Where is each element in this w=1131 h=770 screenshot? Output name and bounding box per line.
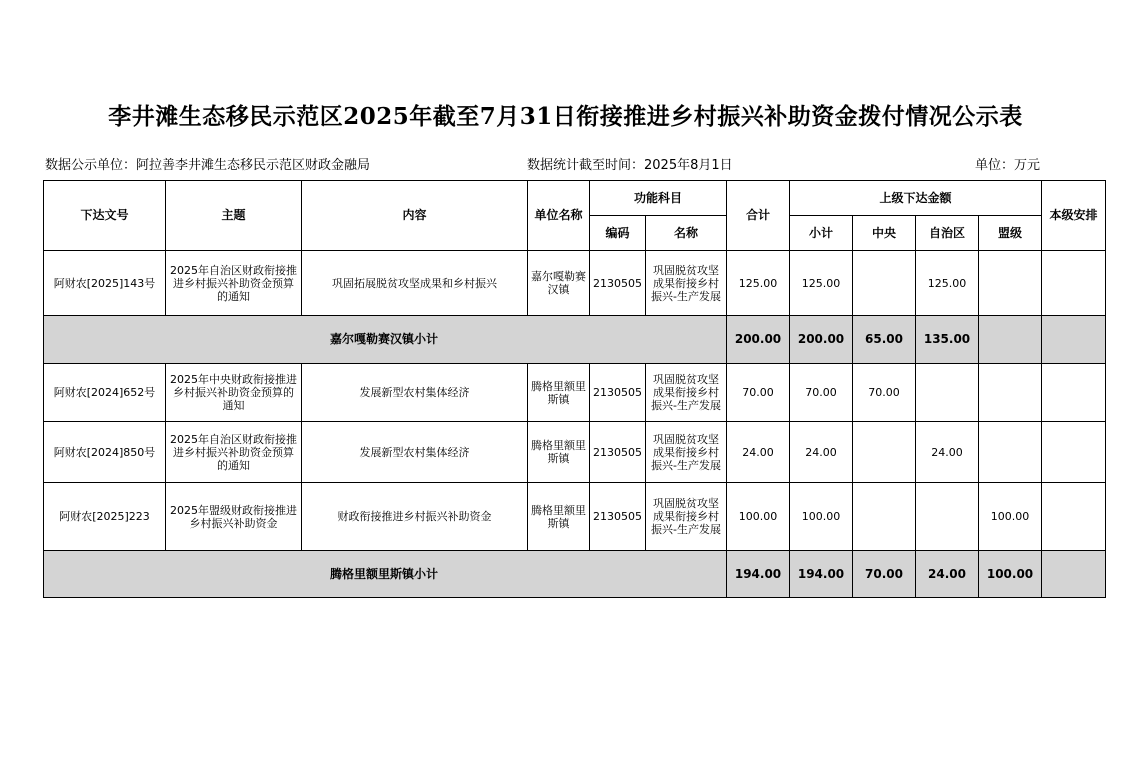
- subtotal-cell: 70.00: [790, 364, 853, 422]
- content-cell: 发展新型农村集体经济: [302, 364, 528, 422]
- header-content: 内容: [302, 181, 528, 251]
- central-cell: [853, 483, 916, 551]
- subtotal-league-cell: [979, 316, 1042, 364]
- subject-cell: 2025年自治区财政衔接推进乡村振兴补助资金预算的通知: [166, 251, 302, 316]
- subtotal-label: 嘉尔嘎勒赛汉镇小计: [44, 316, 727, 364]
- code-cell: 2130505: [590, 251, 646, 316]
- unit-cell: 嘉尔嘎勒赛汉镇: [528, 251, 590, 316]
- content-cell: 巩固拓展脱贫攻坚成果和乡村振兴: [302, 251, 528, 316]
- central-cell: [853, 251, 916, 316]
- subtotal-row: [44, 316, 1106, 364]
- code-cell: 2130505: [590, 422, 646, 483]
- subtotal-central-cell: 65.00: [853, 316, 916, 364]
- total-cell: 70.00: [727, 364, 790, 422]
- cutoff-date-label: 数据统计截至时间：2025年8月1日: [527, 158, 733, 173]
- subtotal-cell: 100.00: [790, 483, 853, 551]
- name-cell: 巩固脱贫攻坚成果衔接乡村振兴-生产发展: [646, 483, 727, 551]
- header-local-arrangement: 本级安排: [1042, 181, 1106, 251]
- currency-unit-label: 单位：万元: [975, 158, 1041, 173]
- content-cell: 财政衔接推进乡村振兴补助资金: [302, 483, 528, 551]
- header-name: 名称: [646, 216, 727, 251]
- region-cell: 24.00: [916, 422, 979, 483]
- table-row: [44, 251, 1106, 316]
- central-cell: [853, 422, 916, 483]
- publisher-label: 数据公示单位：阿拉善李井滩生态移民示范区财政金融局: [45, 158, 371, 173]
- unit-cell: 腾格里额里斯镇: [528, 364, 590, 422]
- region-cell: [916, 483, 979, 551]
- unit-cell: 腾格里额里斯镇: [528, 422, 590, 483]
- local-cell: [1042, 422, 1106, 483]
- subtotal-local-cell: [1042, 551, 1106, 598]
- subject-cell: 2025年自治区财政衔接推进乡村振兴补助资金预算的通知: [166, 422, 302, 483]
- header-doc-no: 下达文号: [44, 181, 166, 251]
- table-row: [44, 483, 1106, 551]
- allocation-table: [43, 180, 1106, 598]
- subtotal-local-cell: [1042, 316, 1106, 364]
- content-cell: 发展新型农村集体经济: [302, 422, 528, 483]
- subtotal-total-cell: 194.00: [727, 551, 790, 598]
- header-upper-allocation: 上级下达金额: [790, 181, 1042, 216]
- region-cell: [916, 364, 979, 422]
- name-cell: 巩固脱贫攻坚成果衔接乡村振兴-生产发展: [646, 251, 727, 316]
- local-cell: [1042, 364, 1106, 422]
- total-cell: 24.00: [727, 422, 790, 483]
- league-cell: [979, 364, 1042, 422]
- subtotal-region-cell: 135.00: [916, 316, 979, 364]
- subtotal-subtotal-cell: 194.00: [790, 551, 853, 598]
- subtotal-row: [44, 551, 1106, 598]
- header-total: 合计: [727, 181, 790, 251]
- header-central: 中央: [853, 216, 916, 251]
- subtotal-total-cell: 200.00: [727, 316, 790, 364]
- league-cell: 100.00: [979, 483, 1042, 551]
- doc-no-cell: 阿财农[2025]223: [44, 483, 166, 551]
- header-function-subject: 功能科目: [590, 181, 727, 216]
- page-title: 李井滩生态移民示范区2025年截至7月31日衔接推进乡村振兴补助资金拨付情况公示表: [108, 103, 1023, 130]
- doc-no-cell: 阿财农[2024]850号: [44, 422, 166, 483]
- central-cell: 70.00: [853, 364, 916, 422]
- subtotal-label: 腾格里额里斯镇小计: [44, 551, 727, 598]
- code-cell: 2130505: [590, 483, 646, 551]
- name-cell: 巩固脱贫攻坚成果衔接乡村振兴-生产发展: [646, 422, 727, 483]
- code-cell: 2130505: [590, 364, 646, 422]
- local-cell: [1042, 251, 1106, 316]
- local-cell: [1042, 483, 1106, 551]
- subtotal-region-cell: 24.00: [916, 551, 979, 598]
- subtotal-cell: 24.00: [790, 422, 853, 483]
- doc-no-cell: 阿财农[2025]143号: [44, 251, 166, 316]
- subtotal-cell: 125.00: [790, 251, 853, 316]
- header-unit-name: 单位名称: [528, 181, 590, 251]
- header-region: 自治区: [916, 216, 979, 251]
- region-cell: 125.00: [916, 251, 979, 316]
- table-row: [44, 422, 1106, 483]
- subject-cell: 2025年中央财政衔接推进乡村振兴补助资金预算的通知: [166, 364, 302, 422]
- header-subject: 主题: [166, 181, 302, 251]
- league-cell: [979, 422, 1042, 483]
- total-cell: 125.00: [727, 251, 790, 316]
- unit-cell: 腾格里额里斯镇: [528, 483, 590, 551]
- doc-no-cell: 阿财农[2024]652号: [44, 364, 166, 422]
- total-cell: 100.00: [727, 483, 790, 551]
- header-subtotal: 小计: [790, 216, 853, 251]
- league-cell: [979, 251, 1042, 316]
- header-league: 盟级: [979, 216, 1042, 251]
- subject-cell: 2025年盟级财政衔接推进乡村振兴补助资金: [166, 483, 302, 551]
- subtotal-league-cell: 100.00: [979, 551, 1042, 598]
- header-row-1: [44, 181, 1106, 216]
- header-code: 编码: [590, 216, 646, 251]
- subtotal-central-cell: 70.00: [853, 551, 916, 598]
- subtotal-subtotal-cell: 200.00: [790, 316, 853, 364]
- name-cell: 巩固脱贫攻坚成果衔接乡村振兴-生产发展: [646, 364, 727, 422]
- table-row: [44, 364, 1106, 422]
